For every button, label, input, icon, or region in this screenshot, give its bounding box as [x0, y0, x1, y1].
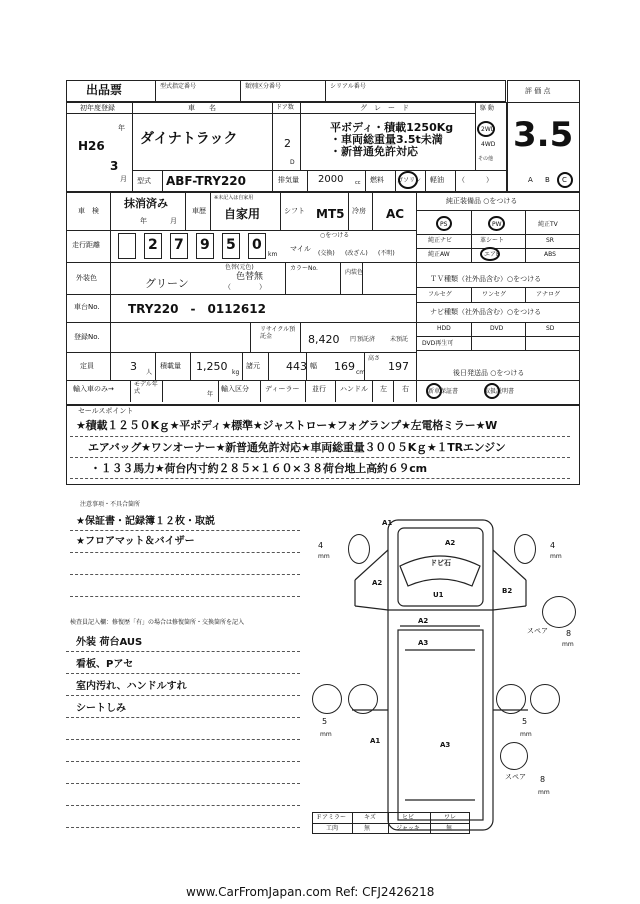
equip-title: 純正装備品 ○をつける	[446, 197, 518, 205]
dmg-a3-mid: A3	[418, 639, 429, 647]
type-no-label: 型式指定番号	[160, 83, 197, 90]
header-strip	[66, 80, 506, 102]
fuel-gasoline-circle	[398, 171, 418, 189]
tire-fl-unit: mm	[318, 553, 330, 560]
color-orig-paren: （ ）	[224, 283, 266, 291]
tire-rl-unit: mm	[320, 731, 332, 738]
year-unit: 年	[118, 124, 125, 132]
dim-height-label: 高さ	[368, 355, 381, 362]
ac-value: AC	[386, 207, 405, 221]
score-label: 評 価 点	[525, 87, 551, 95]
history-value: 自家用	[224, 207, 261, 221]
history-note: ※未記入は自家用	[214, 195, 254, 201]
tire-fr-unit: mm	[550, 553, 562, 560]
rear-warranty: 新車保証書	[428, 388, 459, 395]
load-label: 積載量	[160, 362, 181, 370]
car-name-label: 車 名	[188, 104, 216, 112]
color-orig-label: 色替(元色)	[225, 264, 254, 271]
dim-height: 197	[388, 360, 409, 373]
recycle-not: 未預託	[390, 336, 409, 343]
legend-head-4: ワレ	[444, 814, 457, 821]
tire-front-left	[348, 534, 370, 564]
navi-sd: SD	[546, 325, 555, 332]
inspector-line-3: 室内汚れ、ハンドルすれ	[76, 681, 187, 692]
equip-leather: 革シート	[480, 237, 505, 244]
equip-pw-circle	[488, 216, 505, 231]
inspector-label: 検査員記入欄：修復歴「有」の場合は修復箇所・交換箇所を記入	[70, 619, 245, 626]
dim-width: 169	[334, 360, 355, 373]
fuel-gasoline: ガソリン	[397, 177, 422, 184]
tv-oneseg: ワンセグ	[482, 291, 507, 298]
equip-pw: PW	[492, 221, 502, 228]
dmg-a1-low: A1	[370, 737, 381, 745]
drive-4wd: 4WD	[481, 141, 496, 148]
month-unit: 月	[120, 175, 127, 183]
dmg-a2-mid: A2	[418, 617, 429, 625]
odo-mark-note: ○をつける	[320, 232, 350, 239]
tire-rr-value: 5	[522, 717, 528, 726]
fuel-label: 燃料	[370, 176, 384, 184]
navi-hdd: HDD	[437, 325, 451, 332]
rear-warranty-circle	[426, 383, 442, 399]
spare-1-value: 8	[566, 629, 572, 638]
form-title: 出品票	[86, 83, 123, 97]
dmg-u1: U1	[433, 591, 444, 599]
odo-digit-5: 0	[252, 237, 262, 253]
ac-label: 冷房	[352, 207, 366, 215]
cap-value: 3	[130, 360, 137, 373]
tire-rear-left-inner	[348, 684, 378, 714]
legend-val-2: 無	[364, 825, 371, 832]
first-reg-label: 初年度登録	[80, 104, 115, 112]
grade-a: A	[528, 176, 533, 184]
recycle-value: 8,420	[308, 333, 340, 346]
model-label: 型式	[137, 177, 151, 185]
odo-unknown: (不明)	[378, 250, 395, 257]
odo-digit-1: 2	[148, 237, 158, 253]
grade-b: B	[545, 176, 550, 184]
grade-line-3: ・新普通免許対応	[330, 145, 418, 158]
dim-width-unit: cm	[356, 369, 366, 376]
notes-line-2: ★フロアマット＆バイザー	[76, 536, 195, 547]
chassis-value: TRY220 - 0112612	[128, 302, 266, 316]
grade-line-2: ・車両総重量3.5t未満	[330, 133, 443, 146]
grade-label: グ レ ー ド	[360, 104, 409, 112]
fuel-diesel: 軽油	[430, 176, 444, 184]
import-parallel: 並行	[312, 385, 326, 393]
color-value: グリーン	[145, 277, 189, 290]
sales-line-2: エアバッグ★ワンオーナー★新普通免許対応★車両総重量３００５Kｇ★１TRエンジン	[88, 441, 506, 454]
chassis-label: 車台No.	[74, 303, 100, 311]
odo-digit-3: 9	[200, 237, 210, 253]
color-orig-value: 色替無	[236, 272, 264, 282]
equip-airbag: エアB	[484, 251, 501, 258]
legend-head-3: ヒビ	[402, 814, 415, 821]
disp-value: 2000	[318, 174, 344, 185]
dmg-b2: B2	[502, 587, 513, 595]
model-year-unit: 年	[207, 391, 214, 398]
spare-1-label: スペア	[527, 627, 548, 635]
model-year-label: モデル年式	[134, 381, 158, 395]
tire-fl-value: 4	[318, 541, 324, 550]
score-value: 3.5	[513, 115, 574, 155]
serial-no-label: シリアル番号	[330, 83, 366, 90]
tire-rl-value: 5	[322, 717, 328, 726]
legend-val-1: 工肉	[326, 825, 339, 832]
tire-rear-right-outer	[530, 684, 560, 714]
odo-digit-2: 7	[174, 237, 184, 253]
door-count: 2	[284, 137, 291, 150]
interior-label: 内装色	[345, 269, 364, 276]
dim-label: 諸元	[246, 362, 260, 370]
import-dealer: ディーラー	[265, 385, 300, 393]
drive-2wd-circle	[477, 121, 495, 137]
dim-width-label: 幅	[310, 362, 317, 370]
disp-label: 排気量	[278, 176, 299, 184]
dmg-stone: ドビ石	[430, 559, 451, 567]
equip-ps: PS	[440, 221, 448, 228]
car-name: ダイナトラック	[140, 131, 238, 147]
equip-abs: ABS	[544, 251, 556, 258]
rear-manual: 取扱説明書	[484, 388, 515, 395]
disp-unit: cc	[355, 180, 361, 186]
class-no-label: 類別区分番号	[245, 83, 282, 90]
history-label: 車歴	[192, 207, 206, 215]
inspection-year-unit: 年	[140, 217, 147, 225]
legend-val-4: 無	[446, 825, 453, 832]
inspector-line-1: 外装 荷台AUS	[76, 637, 143, 648]
recycle-yen: 円	[350, 336, 357, 343]
tire-rear-right-inner	[496, 684, 526, 714]
sales-label: セールスポイント	[78, 407, 134, 415]
tv-analog: アナログ	[536, 291, 561, 298]
first-reg-era: H26	[78, 139, 105, 153]
navi-title: ナビ種類（社外品含む）○をつける	[430, 308, 542, 316]
model-value: ABF-TRY220	[166, 174, 246, 188]
notes-label: 注意事項・不具合箇所	[80, 501, 141, 508]
handle-right: 右	[402, 385, 409, 393]
drive-label: 駆 動	[480, 105, 494, 112]
odo-label: 走行距離	[72, 241, 100, 249]
cap-label: 定員	[80, 362, 94, 370]
tire-spare-1	[542, 596, 576, 628]
odo-mile: マイル	[290, 245, 311, 253]
equip-ps-circle	[436, 216, 452, 231]
navi-dvd: DVD	[490, 325, 504, 332]
equip-tv: 純正TV	[538, 221, 558, 228]
color-code-label: カラーNo.	[290, 265, 318, 272]
drive-2wd: 2WD	[481, 126, 496, 133]
grade-c: C	[562, 176, 567, 184]
recycle-deposited: 預託済	[357, 336, 376, 343]
door-unit: D	[290, 159, 295, 166]
equip-sr: SR	[546, 237, 554, 244]
spare-1-unit: mm	[562, 641, 574, 648]
drive-other: その他	[478, 156, 494, 162]
fuel-paren: （ ）	[458, 176, 493, 184]
dmg-a2-top: A2	[445, 539, 456, 547]
sales-line-1: ★積載１２５０Kｇ★平ボディ★標準★ジャストロー★フォグランプ★左電格ミラー★W	[76, 419, 498, 432]
notes-line-1: ★保証書・記録簿１２枚・取説	[76, 516, 215, 527]
handle-left: 左	[380, 385, 387, 393]
dim-length: 443	[286, 360, 307, 373]
rear-manual-circle	[484, 383, 500, 399]
dmg-a3-bot: A3	[440, 741, 451, 749]
inspection-value: 抹消済み	[124, 197, 168, 210]
cap-unit: 人	[146, 369, 153, 376]
import-div-label: 輸入区分	[221, 385, 249, 393]
legend-head-2: キズ	[364, 814, 376, 821]
first-reg-month: 3	[110, 159, 119, 173]
tire-fr-value: 4	[550, 541, 556, 550]
sales-line-3: ・１３３馬力★荷台内寸約２８５×１６０×３８荷台地上高約６９cm	[90, 462, 427, 475]
spare-2-unit: mm	[538, 789, 550, 796]
odo-replaced: (交換)	[318, 250, 335, 257]
shift-value: MT5	[316, 207, 345, 221]
navi-dvd-play: DVD再生可	[422, 340, 454, 347]
import-label: 輸入車のみ→	[73, 385, 114, 393]
tv-fullseg: フルセグ	[428, 291, 452, 298]
spare-2-value: 8	[540, 775, 546, 784]
grade-line-1: 平ボディ・積載1250Kg	[330, 121, 454, 134]
legend-head-1: Ｆアミラー	[316, 814, 347, 821]
equip-aw: 純正AW	[428, 251, 450, 258]
reg-label: 登録No.	[74, 333, 100, 341]
load-value: 1,250	[196, 360, 228, 373]
rear-title: 後日発送品 ○をつける	[453, 369, 525, 377]
inspector-line-4: シートしみ	[76, 703, 126, 714]
tire-spare-2	[500, 742, 528, 770]
tire-rr-unit: mm	[520, 731, 532, 738]
inspection-label: 車 検	[78, 207, 99, 215]
color-label: 外装色	[76, 274, 97, 282]
door-label: ドア数	[276, 104, 294, 111]
dmg-a2-left: A2	[372, 579, 383, 587]
odo-digit-4: 5	[226, 237, 236, 253]
tv-title: ＴＶ種類（社外品含む）○をつける	[430, 275, 542, 283]
odo-unit: km	[268, 251, 278, 258]
tire-front-right	[514, 534, 536, 564]
handle-label: ハンドル	[340, 385, 368, 393]
recycle-label: リサイクル預託金	[260, 326, 296, 340]
shift-label: シフト	[284, 207, 305, 215]
inspection-month-unit: 月	[170, 217, 177, 225]
equip-navi: 純正ナビ	[428, 237, 453, 244]
equip-airbag-circle	[480, 247, 500, 261]
footer-watermark: www.CarFromJapan.com Ref: CFJ2426218	[186, 885, 435, 899]
spare-2-label: スペア	[505, 773, 526, 781]
tire-rear-left-outer	[312, 684, 342, 714]
inspector-line-2: 看板、Pアセ	[76, 659, 134, 670]
load-unit: kg	[232, 369, 240, 376]
dmg-a1-top: A1	[382, 519, 393, 527]
grade-c-circle	[557, 172, 573, 188]
odo-tampered: (改ざん)	[345, 250, 368, 257]
legend-val-3: ジャッキ	[396, 825, 420, 832]
